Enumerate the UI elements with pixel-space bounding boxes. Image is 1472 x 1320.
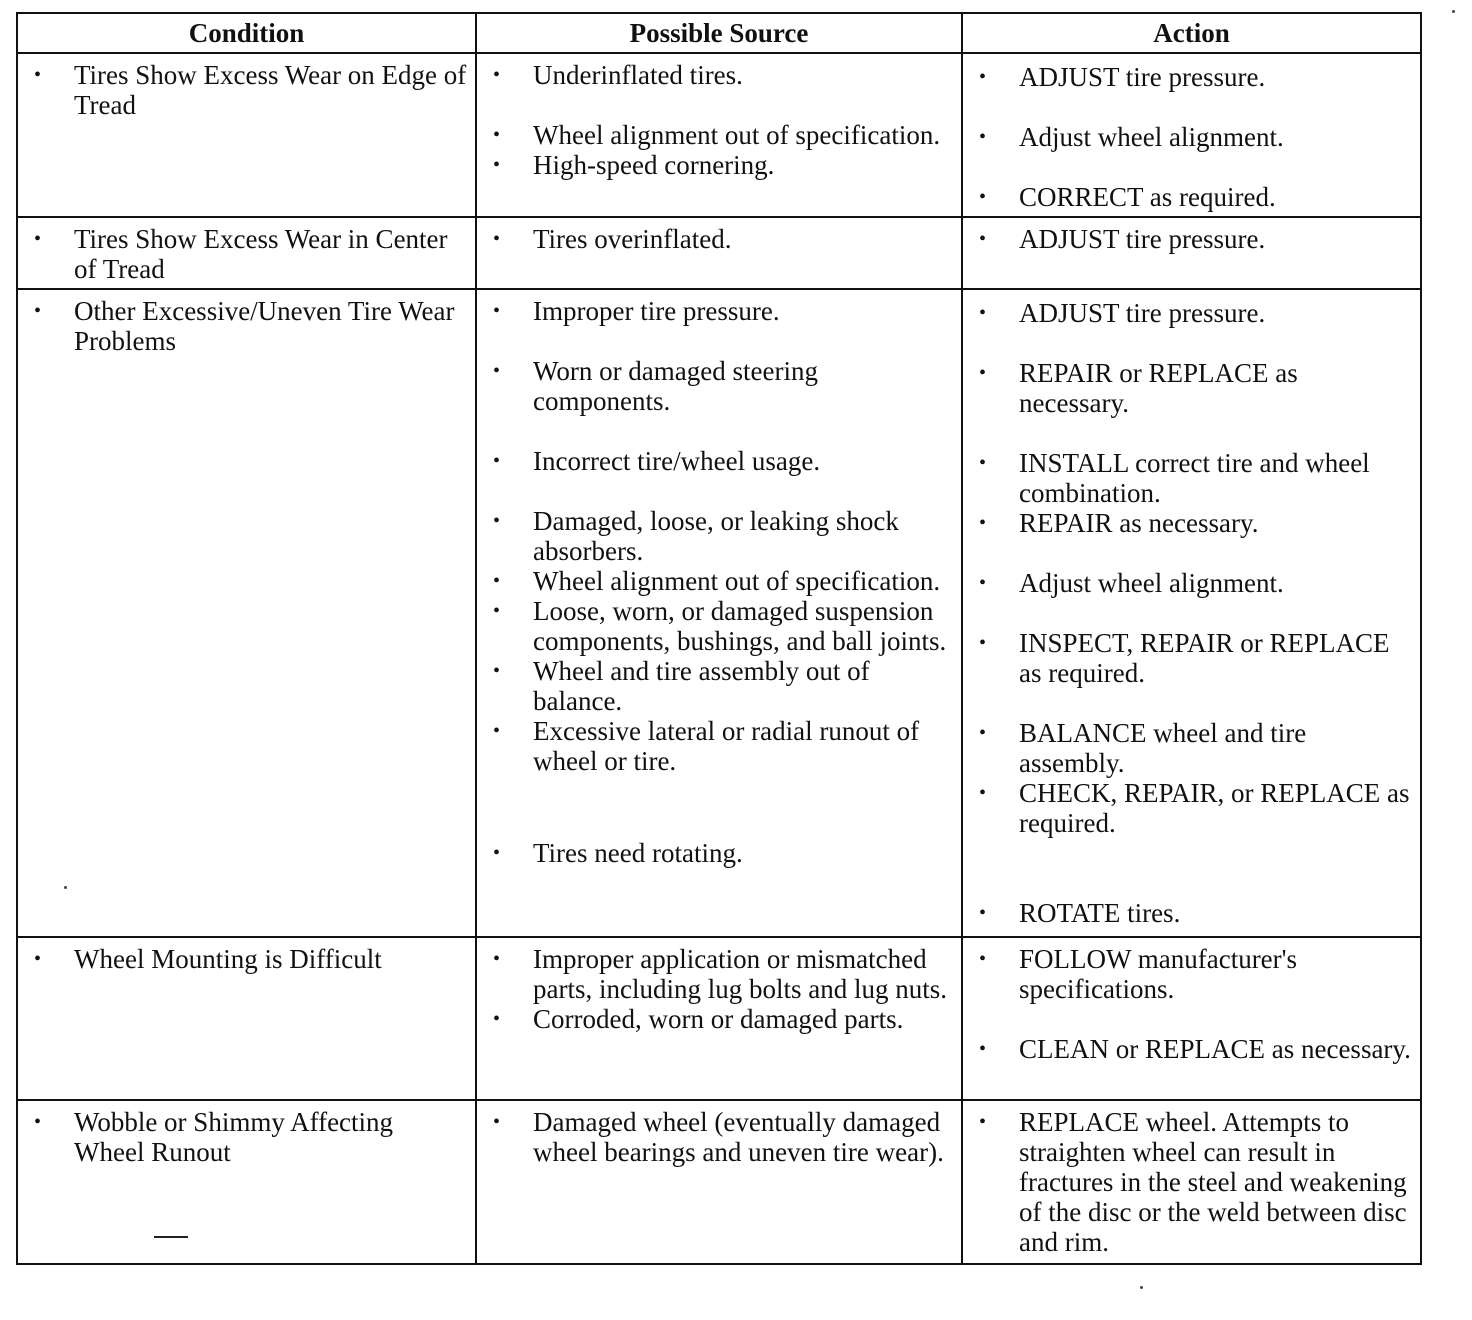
condition-text: • Tires Show Excess Wear on Edge of Tread: [32, 60, 467, 120]
action-cell: [961, 938, 1420, 1099]
source-item: • Worn or damaged steering components.: [491, 356, 953, 416]
source-item: • Improper application or mismatched parts, including lug bolts and lug nuts.: [491, 944, 953, 1004]
source-item: • Loose, worn, or damaged suspension components, bushings, and ball joints.: [491, 596, 953, 656]
scan-artifact-speck: [64, 886, 67, 889]
scan-artifact-speck: [1140, 1286, 1143, 1289]
scan-artifact-dash: [154, 1236, 188, 1238]
action-cell: [961, 1101, 1420, 1263]
condition-cell: [18, 218, 475, 288]
action-item: • ADJUST tire pressure.: [977, 62, 1412, 92]
source-item: • Wheel alignment out of specification.: [491, 120, 953, 150]
table-row: [18, 936, 1420, 1099]
condition-text: • Wheel Mounting is Difficult: [32, 944, 467, 974]
action-item: • INSTALL correct tire and wheel combination.: [977, 448, 1412, 508]
source-cell: [475, 290, 961, 936]
scan-artifact-speck: [1452, 10, 1455, 13]
condition-cell: [18, 290, 475, 936]
header-possible-source: Possible Source: [475, 14, 961, 52]
action-cell: [961, 218, 1420, 288]
header-condition: Condition: [188, 18, 305, 48]
source-cell: [475, 1101, 961, 1263]
table-header-row: [18, 14, 1420, 52]
table-row: [18, 288, 1420, 936]
condition-cell: [18, 938, 475, 1099]
action-item: • Adjust wheel alignment.: [977, 122, 1412, 152]
action-item: • ADJUST tire pressure.: [977, 224, 1412, 254]
condition-cell: [18, 1101, 475, 1263]
source-item: • Underinflated tires.: [491, 60, 953, 90]
source-item: • Improper tire pressure.: [491, 296, 953, 326]
action-item: • REPAIR or REPLACE as necessary.: [977, 358, 1412, 418]
condition-text: • Other Excessive/Uneven Tire Wear Problems: [32, 296, 467, 356]
action-item: • CHECK, REPAIR, or REPLACE as required.: [977, 778, 1412, 838]
action-item: • INSPECT, REPAIR or REPLACE as required.: [977, 628, 1412, 688]
source-item: • Wheel and tire assembly out of balance.: [491, 656, 953, 716]
action-item: • FOLLOW manufacturer's specifications.: [977, 944, 1412, 1004]
action-item: • ROTATE tires.: [977, 898, 1412, 928]
condition-cell: [18, 54, 475, 216]
action-item: • REPLACE wheel. Attempts to straighten wheel can result in fractures in the steel and weakening of the disc or the weld between disc and rim.: [977, 1107, 1412, 1257]
source-item: • Tires overinflated.: [491, 224, 953, 254]
table-row: [18, 52, 1420, 216]
action-item: • CORRECT as required.: [977, 182, 1412, 212]
condition-text: • Wobble or Shimmy Affecting Wheel Runout: [32, 1107, 467, 1167]
action-item: • BALANCE wheel and tire assembly.: [977, 718, 1412, 778]
source-item: • Tires need rotating.: [491, 838, 953, 868]
source-item: • Damaged wheel (eventually damaged wheel bearings and uneven tire wear).: [491, 1107, 953, 1167]
action-item: • ADJUST tire pressure.: [977, 298, 1412, 328]
table-row: [18, 216, 1420, 288]
source-item: • Wheel alignment out of specification.: [491, 566, 953, 596]
source-cell: [475, 938, 961, 1099]
source-cell: [475, 54, 961, 216]
action-cell: [961, 54, 1420, 216]
source-item: • Corroded, worn or damaged parts.: [491, 1004, 953, 1034]
condition-text: • Tires Show Excess Wear in Center of Tread: [32, 224, 467, 284]
action-item: • Adjust wheel alignment.: [977, 568, 1412, 598]
source-item: • Incorrect tire/wheel usage.: [491, 446, 953, 476]
action-item: • CLEAN or REPLACE as necessary.: [977, 1034, 1412, 1064]
source-item: • Damaged, loose, or leaking shock absorbers.: [491, 506, 953, 566]
source-item: • High-speed cornering.: [491, 150, 953, 180]
action-item: • REPAIR as necessary.: [977, 508, 1412, 538]
troubleshooting-table: [16, 12, 1422, 1265]
action-cell: [961, 290, 1420, 936]
source-cell: [475, 218, 961, 288]
table-row: [18, 1099, 1420, 1263]
header-action: Action: [961, 14, 1420, 52]
source-item: • Excessive lateral or radial runout of wheel or tire.: [491, 716, 953, 776]
